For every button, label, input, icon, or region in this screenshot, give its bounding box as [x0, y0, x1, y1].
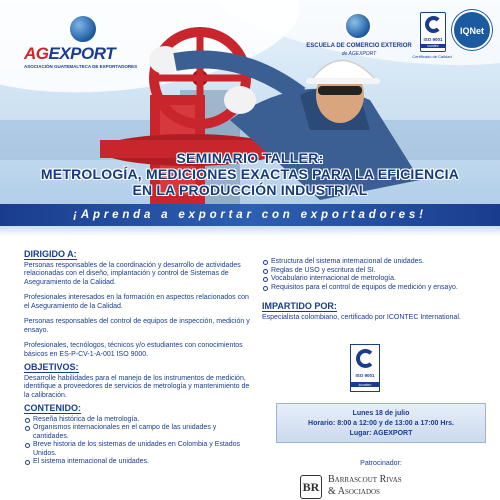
iqnet-seal: IQNet — [452, 10, 492, 50]
list-item-text: Reseña histórica de la metrología. — [33, 415, 140, 423]
title-line-2: METROLOGÍA, MEDICIONES EXACTAS PARA LA EFICIENCIA — [40, 166, 460, 182]
bullet-icon — [263, 260, 268, 265]
iso-code: ISO 9001 — [423, 37, 443, 42]
bullet-icon — [25, 443, 30, 448]
list-item — [262, 275, 486, 284]
paragraph: Personas responsables del control de equipos de inspección, medición y ensayo. — [24, 318, 250, 334]
iso-org: icontec — [351, 382, 379, 387]
sponsor-name-line-1: Barrascout Rivas — [328, 474, 402, 485]
iso-certification-badge — [420, 12, 446, 52]
list-item-text: Requisitos para el control de equipos de medición y ensayo. — [271, 283, 458, 291]
iso-org: icontec — [421, 44, 445, 48]
agexport-logo[interactable] — [20, 14, 150, 74]
iso-code: ISO 9001 — [355, 373, 375, 378]
list-item-text: El sistema internacional de unidades. — [33, 458, 149, 465]
globe-icon — [344, 12, 372, 40]
section-heading-dirigido: DIRIGIDO A: — [24, 249, 77, 259]
agexport-subtitle: ASOCIACIÓN GUATEMALTECA DE EXPORTADORES — [24, 64, 138, 69]
event-details-box — [276, 403, 486, 443]
escuela-sub: de AGEXPORT — [341, 51, 377, 57]
sponsor-logo[interactable] — [300, 474, 480, 500]
escuela-logo[interactable] — [300, 12, 418, 64]
list-item — [262, 267, 486, 276]
sponsor-label: Patrocinador: — [360, 460, 402, 467]
objetivos-text: Desarrolle habilidades para el manejo de los instrumentos de medición, identifique a proveedores de servicios de metrología y mantenimiento de la calibración. — [24, 374, 250, 399]
list-item — [24, 458, 250, 467]
list-item — [24, 441, 250, 458]
paragraph: Personas responsables de la coordinación y desarrollo de actividades relacionadas con el diseño, implantación y control de Sistemas de Aseguramiento de la Calidad. — [24, 261, 241, 286]
globe-icon — [68, 14, 98, 44]
left-column — [24, 250, 250, 467]
list-item-text: Organismos internacionales en el campo de las unidades y cantidades. — [33, 424, 217, 440]
sponsor-monogram: BR — [300, 475, 322, 499]
contenido-list-continued — [262, 258, 486, 292]
section-heading-contenido: CONTENIDO: — [24, 403, 81, 413]
bullet-icon — [263, 286, 268, 291]
list-item-text: Estructura del sistema internacional de unidades. — [271, 258, 424, 265]
list-item-text: Reglas de USO y escritura del SI. — [271, 266, 376, 274]
hero-banner — [0, 0, 500, 232]
brand-export: EXPORT — [48, 44, 116, 63]
escuela-name: ESCUELA DE COMERCIO EXTERIOR — [306, 43, 412, 49]
sponsor-name — [328, 474, 478, 498]
title-line-1: SEMINARIO TALLER: — [176, 150, 324, 166]
section-heading-impartido: IMPARTIDO POR: — [262, 301, 337, 311]
contenido-list — [24, 416, 250, 467]
icontec-c-icon — [356, 349, 375, 368]
agexport-wordmark — [24, 44, 154, 64]
bullet-icon — [263, 269, 268, 274]
event-date: Lunes 18 de julio — [352, 410, 410, 417]
bullet-icon — [25, 418, 30, 423]
event-place: Lugar: AGEXPORT — [349, 430, 413, 437]
paragraph: Profesionales, tecnólogos, técnicos y/o estudiantes con conocimientos básicos en ES-P-CV-1-A-001 ISO 9000. — [24, 342, 243, 358]
section-heading-objetivos: OBJETIVOS: — [24, 362, 79, 372]
bullet-icon — [25, 460, 30, 465]
paragraph: Profesionales interesados en la formación en aspectos relacionados con el Aseguramiento de la Calidad. — [24, 294, 249, 310]
divider-stripe — [0, 226, 500, 236]
title-line-3: EN LA PRODUCCIÓN INDUSTRIAL — [132, 182, 368, 198]
icontec-certification-mark — [350, 344, 380, 392]
event-schedule: Horario: 8:00 a 12:00 y de 13:00 a 17:00 Hrs. — [308, 420, 454, 427]
bullet-icon — [25, 426, 30, 431]
sponsor-name-line-2: & Asociados — [328, 486, 380, 497]
list-item — [262, 258, 486, 267]
slogan-bar: ¡Aprenda a exportar con exportadores! — [0, 204, 500, 226]
bullet-icon — [263, 277, 268, 282]
brand-ag: AG — [24, 44, 49, 63]
certificate-caption: Certificado de Calidad — [412, 54, 452, 59]
list-item — [24, 416, 250, 425]
list-item — [24, 424, 250, 441]
list-item-text: Vocabulario internacional de metrología. — [271, 275, 396, 282]
list-item-text: Breve historia de los sistemas de unidades en Colombia y Estados Unidos. — [33, 441, 240, 457]
icontec-c-icon — [425, 16, 442, 33]
seminar-title — [0, 150, 500, 198]
list-item — [262, 284, 486, 293]
impartido-text: Especialista colombiano, certificado por ICONTEC International. — [262, 313, 461, 321]
right-column — [262, 258, 486, 329]
